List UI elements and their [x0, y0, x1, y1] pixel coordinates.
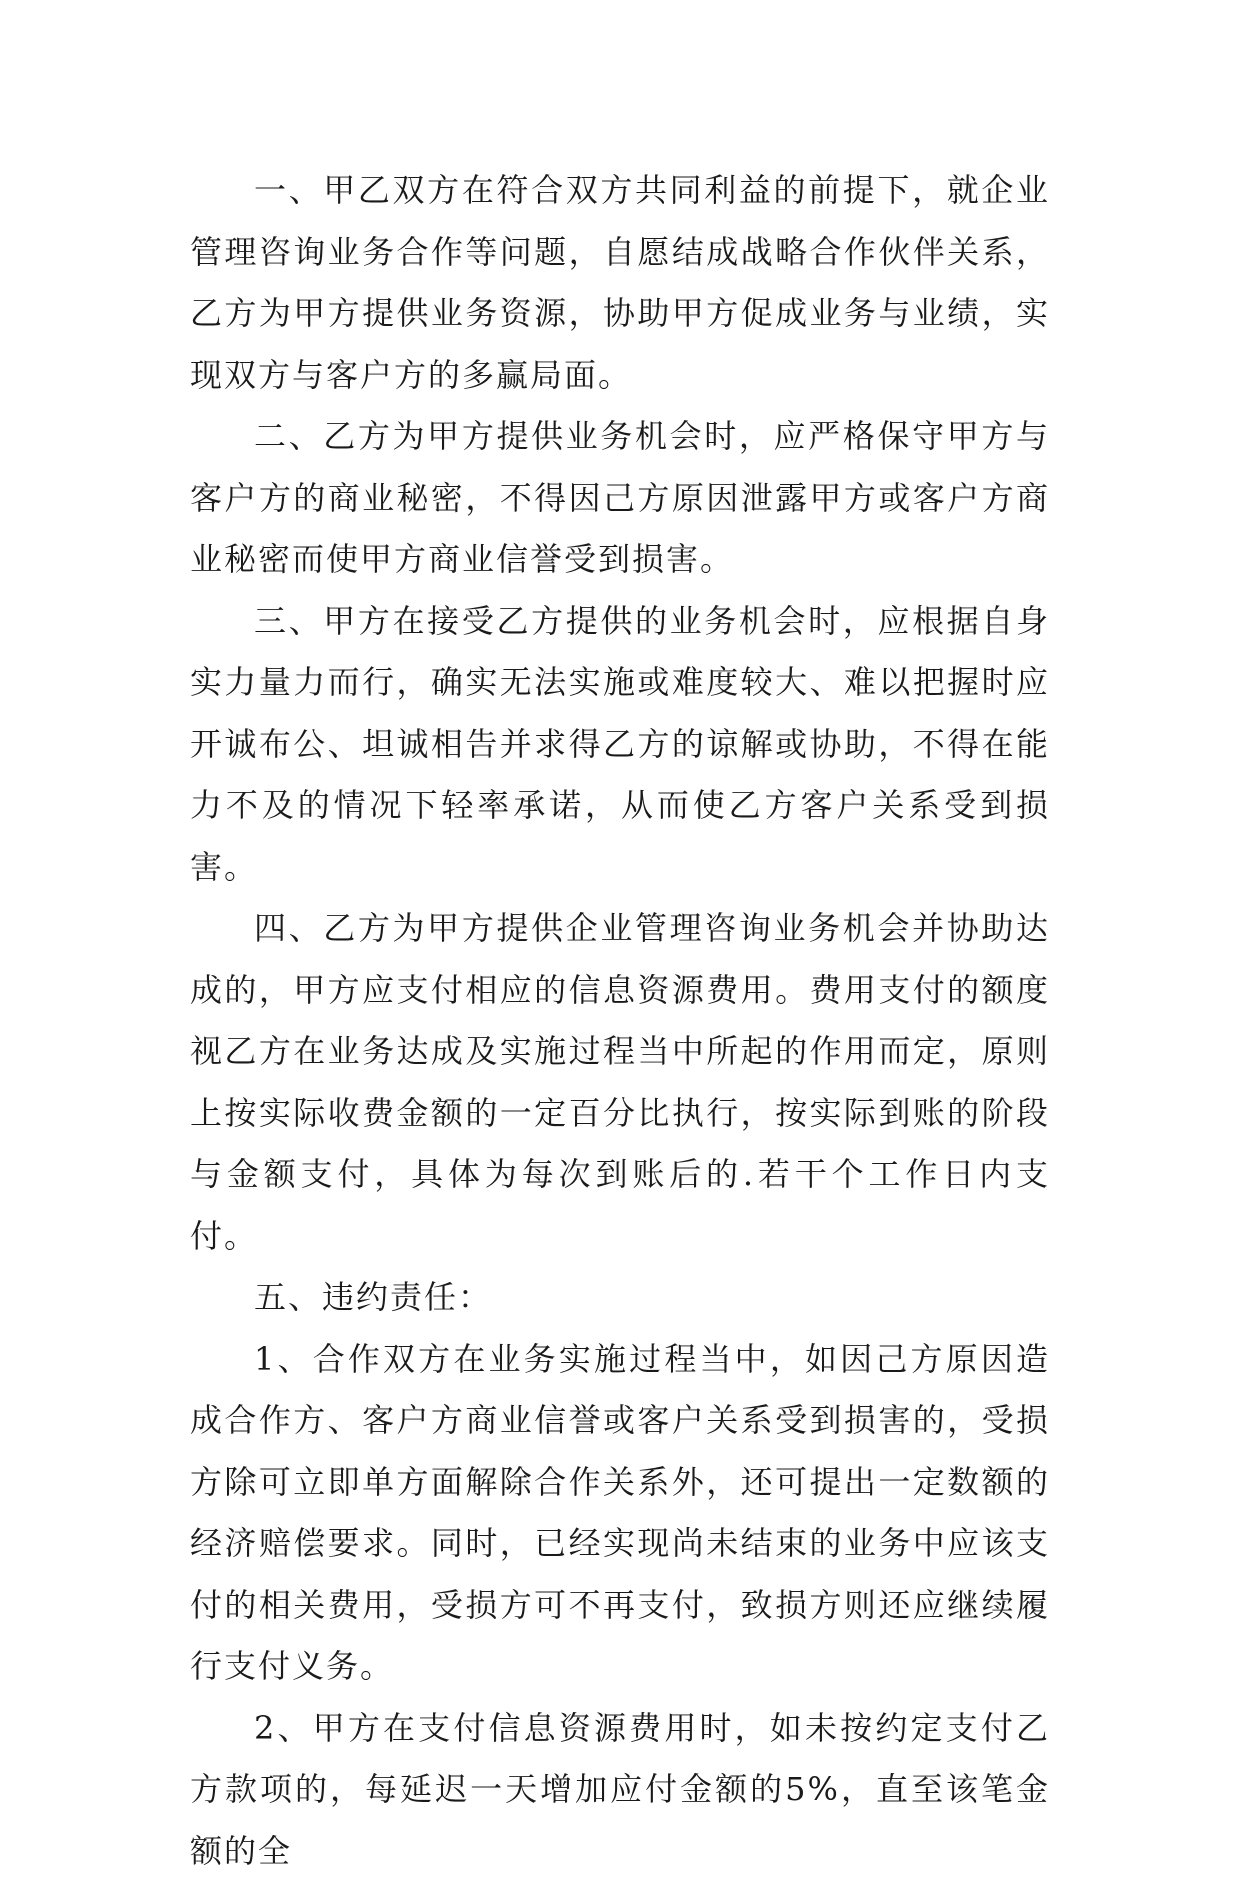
clause-2-paragraph: 二、乙方为甲方提供业务机会时，应严格保守甲方与客户方的商业秘密，不得因己方原因泄露甲方或客户方商业秘密而使甲方商业信誉受到损害。	[190, 406, 1050, 591]
clause-5-item-2-paragraph: 2、甲方在支付信息资源费用时，如未按约定支付乙方款项的，每延迟一天增加应付金额的5%，直至该笔金额的全	[190, 1698, 1050, 1882]
clause-4-paragraph: 四、乙方为甲方提供企业管理咨询业务机会并协助达成的，甲方应支付相应的信息资源费用。费用支付的额度视乙方在业务达成及实施过程当中所起的作用而定，原则上按实际收费金额的一定百分比执行，按实际到账的阶段与金额支付，具体为每次到账后的.若干个工作日内支付。	[190, 898, 1050, 1267]
document-body	[190, 160, 1050, 1882]
clause-5-item-1-paragraph: 1、合作双方在业务实施过程当中，如因己方原因造成合作方、客户方商业信誉或客户关系受到损害的，受损方除可立即单方面解除合作关系外，还可提出一定数额的经济赔偿要求。同时，已经实现尚未结束的业务中应该支付的相关费用，受损方可不再支付，致损方则还应继续履行支付义务。	[190, 1329, 1050, 1698]
clause-5-heading: 五、违约责任：	[190, 1267, 1050, 1329]
clause-3-paragraph: 三、甲方在接受乙方提供的业务机会时，应根据自身实力量力而行，确实无法实施或难度较大、难以把握时应开诚布公、坦诚相告并求得乙方的谅解或协助，不得在能力不及的情况下轻率承诺，从而使乙方客户关系受到损害。	[190, 591, 1050, 899]
clause-1-paragraph: 一、甲乙双方在符合双方共同利益的前提下，就企业管理咨询业务合作等问题，自愿结成战略合作伙伴关系，乙方为甲方提供业务资源，协助甲方促成业务与业绩，实现双方与客户方的多赢局面。	[190, 160, 1050, 406]
